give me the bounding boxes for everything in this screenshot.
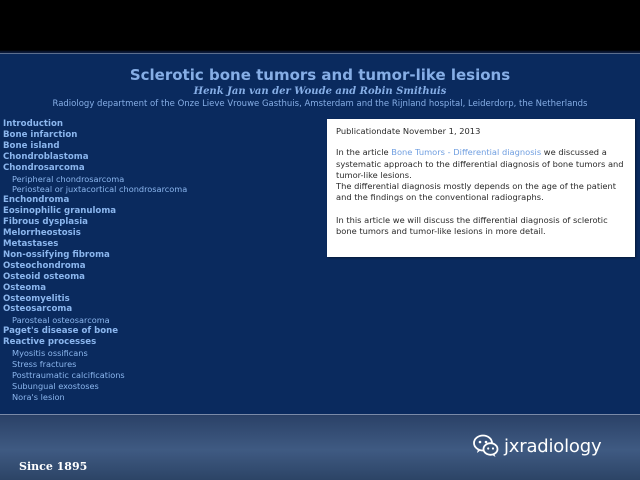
nav-link-paget-s-disease-of-bone[interactable]: Paget's disease of bone — [3, 326, 119, 337]
nav-link-fibrous-dysplasia[interactable]: Fibrous dysplasia — [3, 217, 88, 228]
nav-link-parosteal-osteosarcoma[interactable]: Parosteal osteosarcoma — [12, 315, 110, 326]
since-caption: Since 1895 — [19, 460, 88, 473]
paragraph-gap — [336, 204, 627, 215]
watermark-text: jxradiology — [504, 435, 602, 457]
scope-paragraph: In this article we will discuss the differential diagnosis of sclerotic bone tumors and tumor-like lesions in more detail. — [336, 214, 608, 237]
nav-link-posttraumatic-calcifications[interactable]: Posttraumatic calcifications — [12, 369, 125, 380]
nav-link-metastases[interactable]: Metastases — [3, 238, 59, 249]
nav-link-subungual-exostoses[interactable]: Subungual exostoses — [12, 380, 99, 391]
nav-link-melorrheostosis[interactable]: Melorrheostosis — [3, 228, 81, 239]
nav-link-non-ossifying-fibroma[interactable]: Non-ossifying fibroma — [3, 249, 110, 260]
nav-link-eosinophilic-granuloma[interactable]: Eosinophilic granuloma — [3, 206, 117, 217]
authors-line: Henk Jan van der Woude and Robin Smithuis — [193, 86, 447, 97]
nav-link-osteosarcoma[interactable]: Osteosarcoma — [3, 304, 73, 315]
page-title: Sclerotic bone tumors and tumor-like lesions — [129, 66, 511, 84]
bone-tumors-dd-link[interactable]: Bone Tumors - Differential diagnosis — [391, 147, 542, 158]
nav-link-osteomyelitis[interactable]: Osteomyelitis — [3, 293, 70, 304]
nav-link-enchondroma[interactable]: Enchondroma — [3, 195, 70, 206]
nav-link-chondrosarcoma[interactable]: Chondrosarcoma — [3, 162, 85, 173]
article-intro-box — [327, 119, 635, 257]
nav-link-bone-infarction[interactable]: Bone infarction — [3, 129, 78, 140]
nav-link-introduction[interactable]: Introduction — [3, 119, 64, 129]
nav-link-stress-fractures[interactable]: Stress fractures — [12, 358, 77, 369]
intro-paragraph — [336, 147, 627, 181]
nav-link-bone-island[interactable]: Bone island — [3, 140, 60, 151]
intro-text-before: In the article — [336, 147, 392, 158]
nav-link-chondroblastoma[interactable]: Chondroblastoma — [3, 151, 89, 162]
nav-link-periosteal-or-juxtacortical-chondrosarcoma[interactable]: Periosteal or juxtacortical chondrosarcoma — [12, 184, 188, 195]
nav-link-nora-s-lesion[interactable]: Nora's lesion — [12, 391, 65, 402]
wechat-icon — [472, 432, 500, 460]
nav-link-osteochondroma[interactable]: Osteochondroma — [3, 260, 86, 271]
nav-link-osteoma[interactable]: Osteoma — [3, 282, 47, 293]
page-header — [0, 66, 640, 110]
intro-text-after: we discussed a systematic approach to the differential diagnosis of bone tumors and tumor-like lesions. — [336, 147, 624, 180]
differential-paragraph: The differential diagnosis mostly depends on the age of the patient and the findings on the conventional radiographs. — [336, 181, 617, 203]
topic-navigation — [3, 119, 313, 403]
slide-panel — [0, 53, 640, 415]
nav-link-peripheral-chondrosarcoma[interactable]: Peripheral chondrosarcoma — [12, 173, 125, 184]
affiliation-line: Radiology department of the Onze Lieve Vrouwe Gasthuis, Amsterdam and the Rijnland hospital, Leiderdorp, the Netherlands — [52, 99, 588, 109]
nav-link-myositis-ossificans[interactable]: Myositis ossificans — [12, 348, 88, 359]
nav-link-osteoid-osteoma[interactable]: Osteoid osteoma — [3, 271, 85, 282]
nav-link-reactive-processes[interactable]: Reactive processes — [3, 337, 97, 348]
watermark — [472, 432, 601, 460]
publication-date: Publicationdate November 1, 2013 — [336, 126, 481, 136]
